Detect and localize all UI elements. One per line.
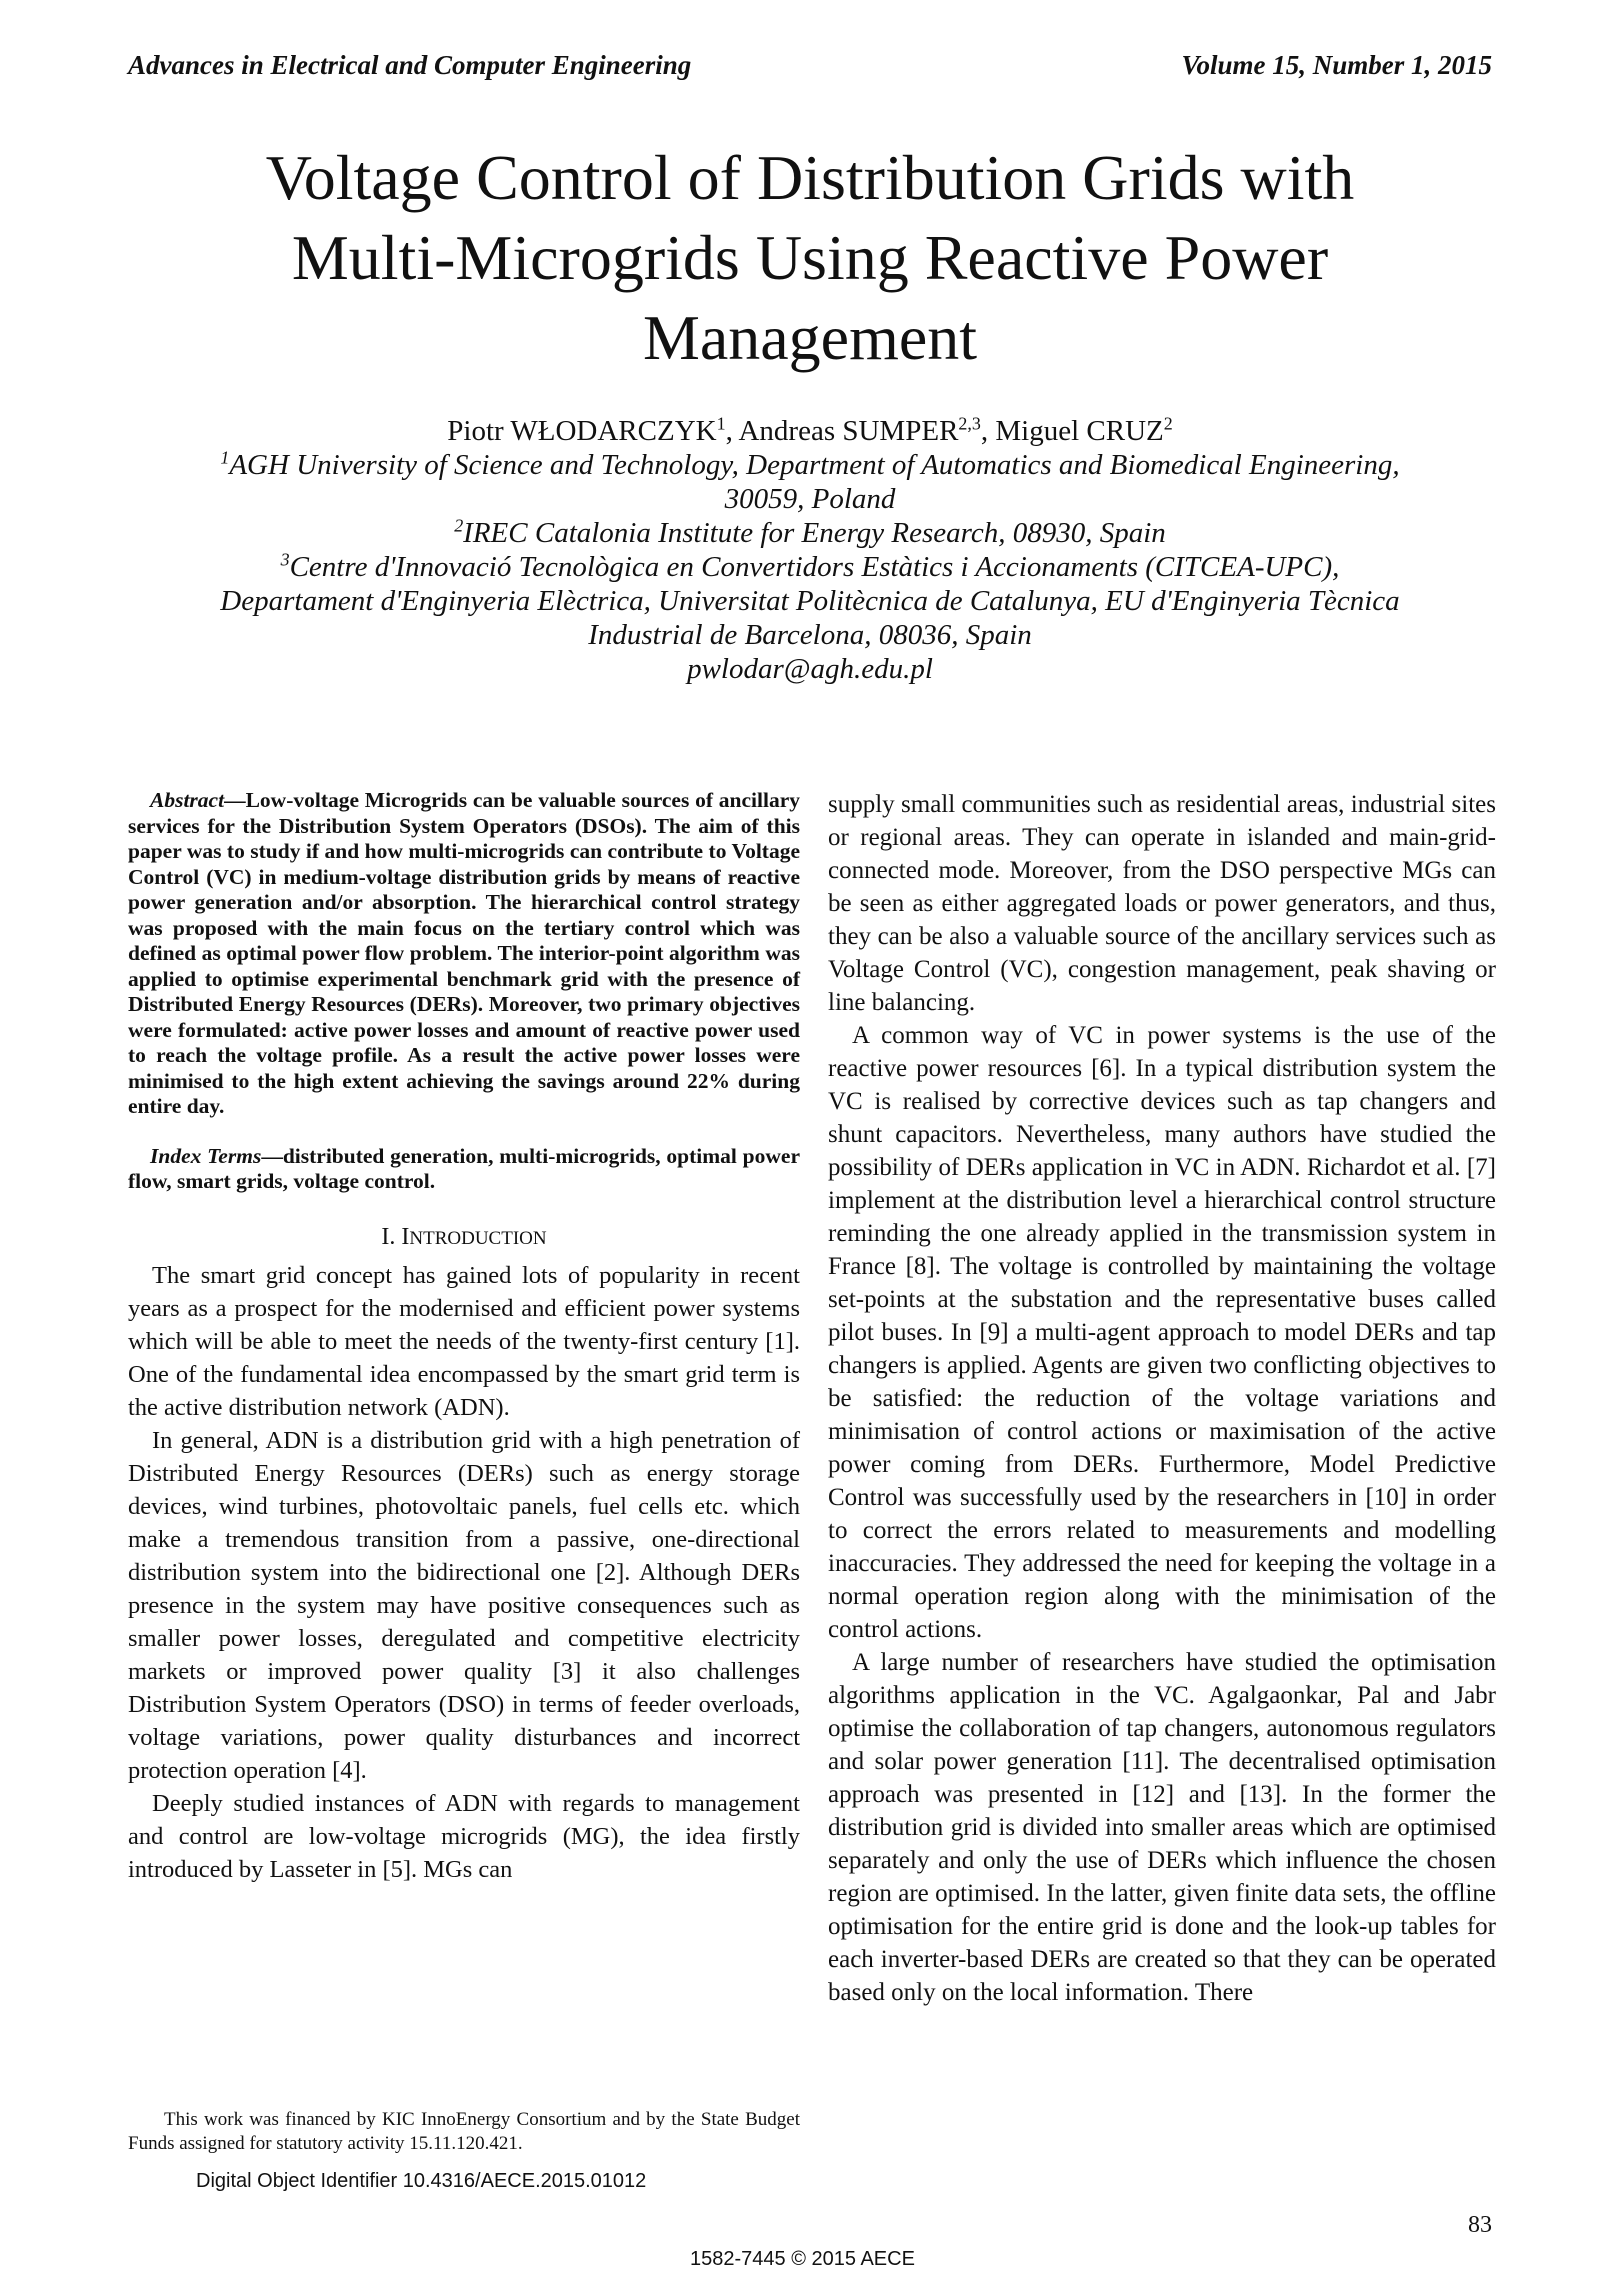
author-affil-mark: 1 bbox=[716, 413, 726, 434]
abstract-lead: Abstract bbox=[150, 788, 225, 812]
author-affil-mark: 2 bbox=[1163, 413, 1173, 434]
right-column bbox=[828, 788, 1496, 2009]
affil-text: IREC Catalonia Institute for Energy Research, 08930, Spain bbox=[463, 517, 1166, 549]
affil-text: Centre d'Innovació Tecnològica en Convertidors Estàtics i Accionaments (CITCEA-UPC), bbox=[289, 551, 1340, 583]
affil-text: Departament d'Enginyeria Elèctrica, Universitat Politècnica de Catalunya, EU d'Enginyeria Tècnica bbox=[220, 585, 1400, 617]
doi: Digital Object Identifier 10.4316/AECE.2015.01012 bbox=[196, 2170, 647, 2192]
affil-mark: 2 bbox=[454, 515, 464, 536]
index-terms bbox=[128, 1144, 800, 1195]
contact-email: pwlodar@agh.edu.pl bbox=[687, 653, 933, 685]
journal-name: Advances in Electrical and Computer Engineering bbox=[128, 50, 692, 80]
section-heading bbox=[128, 1221, 800, 1255]
affil-mark: 3 bbox=[280, 549, 290, 570]
paragraph: Deeply studied instances of ADN with regards to management and control are low-voltage microgrids (MG), the idea firstly introduced by Lasseter in [5]. MGs can bbox=[128, 1789, 800, 1883]
author-name: Miguel CRUZ bbox=[995, 415, 1164, 447]
affil-text: AGH University of Science and Technology, Department of Automatics and Biomedical Engineering, bbox=[229, 449, 1400, 481]
volume-info: Volume 15, Number 1, 2015 bbox=[1181, 50, 1492, 80]
author-name: Andreas SUMPER bbox=[738, 415, 959, 447]
author-list: Piotr WŁODARCZYK$^1$, Andreas SUMPER$^{2,3}$, Miguel CRUZ$^2$ bbox=[447, 413, 1173, 447]
author-affil-mark: 2,3 bbox=[958, 413, 981, 434]
affiliation-1 bbox=[140, 448, 1480, 516]
running-header bbox=[128, 50, 1492, 90]
affiliation-3 bbox=[140, 550, 1480, 652]
funding-footnote: This work was financed by KIC InnoEnergy Consortium and by the State Budget Funds assigned for statutory activity 15.11.120.421. bbox=[128, 2109, 800, 2154]
paragraph: supply small communities such as residential areas, industrial sites or regional areas. They can operate in islanded and main-grid-connected mode. Moreover, from the DSO perspective MGs can be seen as either aggregated loads or power generators, and thus, they can be also a valuable source of the ancillary services such as Voltage Control (VC), congestion management, peak shaving or line balancing. bbox=[828, 791, 1496, 1016]
section-number: I. I bbox=[381, 1223, 410, 1250]
page-number: 83 bbox=[1468, 2212, 1492, 2238]
affiliation-2 bbox=[140, 516, 1480, 550]
authors-block bbox=[140, 414, 1480, 686]
affil-text: 30059, Poland bbox=[724, 483, 896, 515]
index-terms-lead: Index Terms bbox=[150, 1143, 262, 1168]
index-terms-text: —distributed generation, multi-microgrids, optimal power flow, smart grids, voltage control. bbox=[128, 1143, 800, 1193]
left-column bbox=[128, 788, 800, 1886]
paragraph: A large number of researchers have studied the optimisation algorithms application in the VC. Agalgaonkar, Pal and Jabr optimise the collaboration of tap changers, autonomous regulators and solar power generation [11]. The decentralised optimisation approach was presented in [12] and [13]. In the former the distribution grid is divided into smaller areas which are optimised separately and only the use of DERs which influence the chosen region are optimised. In the latter, given finite data sets, the offline optimisation for the entire grid is done and the look-up tables for each inverter-based DERs are created so that they can be operated based only on the local information. There bbox=[828, 1649, 1496, 2006]
affil-text: Industrial de Barcelona, 08036, Spain bbox=[588, 619, 1032, 651]
author-name: Piotr WŁODARCZYK bbox=[447, 415, 717, 447]
paper-title: Voltage Control of Distribution Grids with Multi-Microgrids Using Reactive Power Management bbox=[265, 142, 1355, 373]
section-name: NTRODUCTION bbox=[409, 1227, 547, 1249]
abstract-text: —Low-voltage Microgrids can be valuable sources of ancillary services for the Distribution System Operators (DSOs). The aim of this paper was to study if and how multi-microgrids can contribute to Voltage Control (VC) in medium-voltage distribution grids by means of reactive power generation and/or absorption. The hierarchical control strategy was proposed with the main focus on the tertiary control which was defined as optimal power flow problem. The interior-point algorithm was applied to optimise experimental benchmark grid with the presence of Distributed Energy Resources (DERs). Moreover, two primary objectives were formulated: active power losses and amount of reactive power used to reach the voltage profile. As a result the active power losses were minimised to the high extent achieving the savings around 22% during entire day. bbox=[128, 788, 800, 1118]
paragraph: In general, ADN is a distribution grid with a high penetration of Distributed Energy Resources (DERs) such as energy storage devices, wind turbines, photovoltaic panels, fuel cells etc. which make a tremendous transition from a passive, one-directional distribution system into the bidirectional one [2]. Although DERs presence in the system may have positive consequences such as smaller power losses, deregulated and competitive electricity markets or improved power quality [3] it also challenges Distribution System Operators (DSO) in terms of feeder overloads, voltage variations, power quality disturbances and incorrect protection operation [4]. bbox=[128, 1426, 800, 1784]
affil-mark: 1 bbox=[220, 447, 230, 468]
abstract bbox=[128, 788, 800, 1120]
paragraph: The smart grid concept has gained lots of popularity in recent years as a prospect for the modernised and efficient power systems which will be able to meet the needs of the twenty-first century [1]. One of the fundamental idea encompassed by the smart grid term is the active distribution network (ADN). bbox=[128, 1261, 800, 1421]
issn-copyright: 1582-7445 © 2015 AECE bbox=[690, 2248, 915, 2270]
paragraph: A common way of VC in power systems is the use of the reactive power resources [6]. In a typical distribution system the VC is realised by corrective devices such as tap changers and shunt capacitors. Nevertheless, many authors have studied the possibility of DERs application in VC in ADN. Richardot et al. [7] implement at the distribution level a hierarchical control structure reminding the one already applied in the transmission system in France [8]. The voltage is controlled by maintaining the voltage set-points at the substation and the representative buses called pilot buses. In [9] a multi-agent approach to model DERs and tap changers is applied. Agents are given two conflicting objectives to be satisfied: the reduction of the voltage variations and minimisation of control actions or maximisation of the active power coming from DERs. Furthermore, Model Predictive Control was successfully used by the researchers in [10] in order to correct the errors related to measurements and modelling inaccuracies. They addressed the need for keeping the voltage in a normal operation region along with the minimisation of the control actions. bbox=[828, 1022, 1496, 1643]
